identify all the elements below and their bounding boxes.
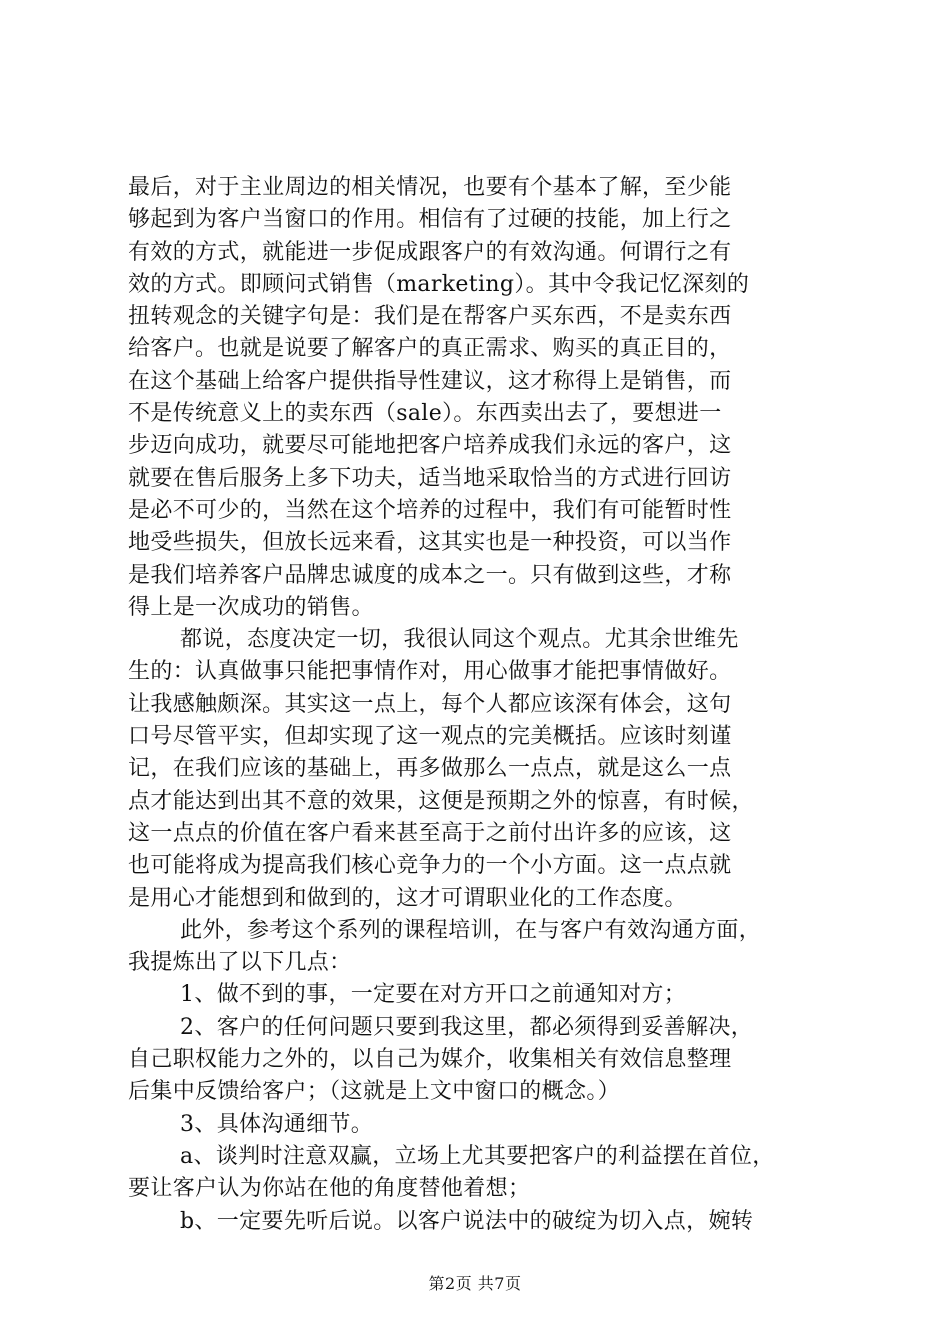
- text-line: 有效的方式，就能进一步促成跟客户的有效沟通。何谓行之有: [128, 239, 732, 265]
- text-line: 后集中反馈给客户；（这就是上文中窗口的概念。）: [128, 1079, 621, 1105]
- text-line: 也可能将成为提高我们核心竞争力的一个小方面。这一点点就: [128, 853, 732, 879]
- sub-item-b: b、一定要先听后说。以客户说法中的破绽为切入点，婉转: [180, 1208, 754, 1234]
- sub-item-a: a、谈判时注意双赢，立场上尤其要把客户的利益摆在首位，: [180, 1143, 775, 1169]
- text-line: 在这个基础上给客户提供指导性建议，这才称得上是销售，而: [128, 368, 732, 394]
- text-line: 最后，对于主业周边的相关情况，也要有个基本了解，至少能: [128, 175, 732, 200]
- text-line: 就要在售后服务上多下功夫，适当地采取恰当的方式进行回访: [128, 465, 732, 491]
- text-line: 记，在我们应该的基础上，再多做那么一点点，就是这么一点: [128, 756, 732, 782]
- text-line: 是必不可少的，当然在这个培养的过程中，我们有可能暂时性: [128, 497, 732, 523]
- text-line: 不是传统意义上的卖东西（sale）。东西卖出去了，要想进一: [128, 401, 722, 427]
- text-line: 这一点点的价值在客户看来甚至高于之前付出许多的应该，这: [128, 820, 732, 846]
- text-line: 是用心才能想到和做到的，这才可谓职业化的工作态度。: [128, 885, 687, 911]
- text-line: 得上是一次成功的销售。: [128, 594, 374, 620]
- text-line: 效的方式。即顾问式销售（marketing）。其中令我记忆深刻的: [128, 271, 750, 297]
- text-line: 是我们培养客户品牌忠诚度的成本之一。只有做到这些，才称: [128, 562, 732, 588]
- text-line: 口号尽管平实，但却实现了这一观点的完美概括。应该时刻谨: [128, 724, 732, 750]
- text-line: 给客户。也就是说要了解客户的真正需求、购买的真正目的，: [128, 336, 732, 362]
- list-item-2: 2、客户的任何问题只要到我这里，都必须得到妥善解决，: [180, 1014, 754, 1040]
- list-item-1: 1、做不到的事，一定要在对方开口之前通知对方；: [180, 982, 687, 1008]
- text-line: 地受些损失，但放长远来看，这其实也是一种投资，可以当作: [128, 530, 732, 556]
- list-item-3: 3、具体沟通细节。: [180, 1111, 374, 1137]
- text-line: 点才能达到出其不意的效果，这便是预期之外的惊喜，有时候，: [128, 788, 754, 814]
- text-line: 扭转观念的关键字句是：我们是在帮客户买东西，不是卖东西: [128, 304, 732, 330]
- page-number-footer: 第2页 共7页: [428, 1274, 522, 1293]
- text-line: 够起到为客户当窗口的作用。相信有了过硬的技能，加上行之: [128, 207, 732, 233]
- text-line: 步迈向成功，就要尽可能地把客户培养成我们永远的客户，这: [128, 433, 732, 459]
- text-line: 让我感触颇深。其实这一点上，每个人都应该深有体会，这句: [128, 691, 732, 717]
- text-line: 生的：认真做事只能把事情作对，用心做事才能把事情做好。: [128, 659, 732, 685]
- text-line: 要让客户认为你站在他的角度替他着想；: [128, 1176, 531, 1202]
- text-line: 自己职权能力之外的，以自己为媒介，收集相关有效信息整理: [128, 1047, 732, 1073]
- body-text: [128, 172, 848, 1238]
- text-line: 我提炼出了以下几点：: [128, 950, 352, 976]
- paragraph-start-line: 此外，参考这个系列的课程培训，在与客户有效沟通方面，: [180, 917, 762, 943]
- paragraph-start-line: 都说，态度决定一切，我很认同这个观点。尤其余世维先: [180, 627, 739, 653]
